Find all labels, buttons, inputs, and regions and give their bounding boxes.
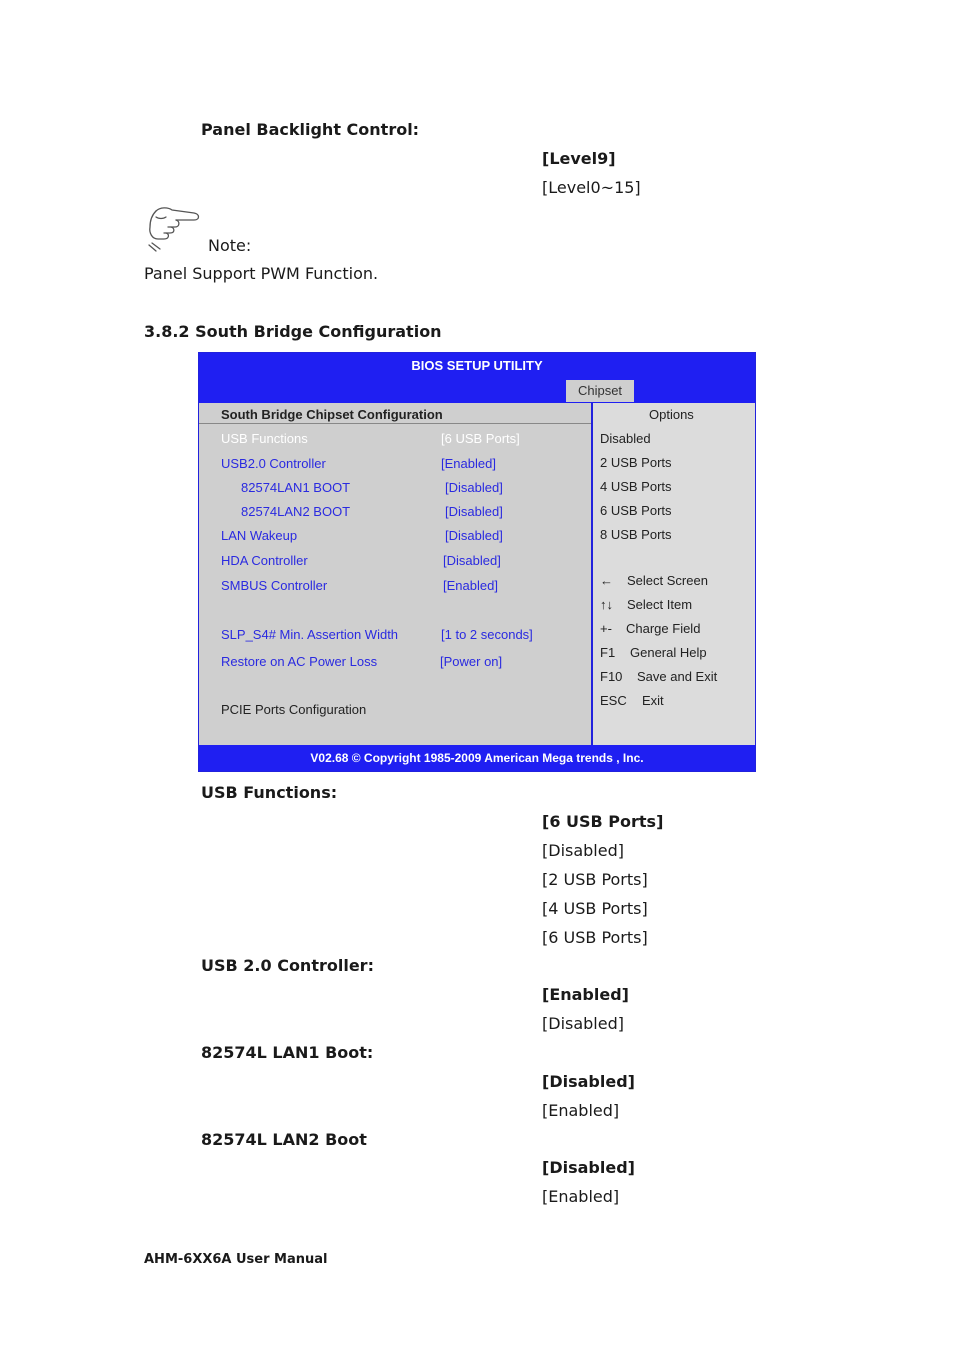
- lan2-boot-label: 82574L LAN2 Boot: [201, 1130, 367, 1149]
- bios-screenshot: [198, 352, 756, 772]
- usb-functions-default: [6 USB Ports]: [542, 812, 664, 831]
- bios-settings-panel: [199, 403, 591, 745]
- bios-key-desc: Save and Exit: [637, 669, 718, 684]
- bios-value-lan1-boot[interactable]: [Disabled]: [445, 480, 503, 495]
- usb-functions-label: USB Functions:: [201, 783, 338, 802]
- usb-functions-option: [Disabled]: [542, 841, 624, 860]
- usb-functions-option: [6 USB Ports]: [542, 928, 648, 947]
- bios-option[interactable]: 6 USB Ports: [600, 503, 672, 518]
- bios-item-usb-functions[interactable]: USB Functions: [221, 431, 308, 446]
- bios-key-desc: Exit: [642, 693, 664, 708]
- lan2-boot-option: [Enabled]: [542, 1187, 620, 1206]
- bios-key: ↑↓: [600, 597, 613, 612]
- bios-option[interactable]: 8 USB Ports: [600, 527, 672, 542]
- page-footer: AHM-6XX6A User Manual: [144, 1252, 328, 1267]
- panel-backlight-label: Panel Backlight Control:: [201, 120, 420, 139]
- bios-key: F1: [600, 645, 616, 660]
- bios-key: F10: [600, 669, 623, 684]
- usb2-controller-label: USB 2.0 Controller:: [201, 956, 374, 975]
- bios-value-smbus-controller[interactable]: [Enabled]: [443, 578, 498, 593]
- lan2-boot-default: [Disabled]: [542, 1158, 635, 1177]
- bios-item-slp-s4-width[interactable]: SLP_S4# Min. Assertion Width: [221, 627, 399, 642]
- tab-chipset[interactable]: Chipset: [566, 380, 634, 402]
- lan1-boot-label: 82574L LAN1 Boot:: [201, 1043, 374, 1062]
- panel-backlight-default: [Level9]: [542, 149, 616, 168]
- usb-functions-option: [4 USB Ports]: [542, 899, 648, 918]
- bios-title-bar: [199, 353, 755, 403]
- note-text: Panel Support PWM Function.: [144, 264, 379, 283]
- bios-item-hda-controller[interactable]: HDA Controller: [221, 553, 308, 568]
- bios-title: BIOS SETUP UTILITY: [411, 358, 543, 373]
- panel-backlight-range: [Level0~15]: [542, 178, 641, 197]
- bios-item-lan1-boot[interactable]: 82574LAN1 BOOT: [241, 480, 351, 495]
- bios-option[interactable]: 4 USB Ports: [600, 479, 672, 494]
- bios-item-restore-ac-power[interactable]: Restore on AC Power Loss: [221, 654, 378, 669]
- lan1-boot-option: [Enabled]: [542, 1101, 620, 1120]
- bios-header-divider: [199, 423, 591, 424]
- bios-value-hda-controller[interactable]: [Disabled]: [443, 553, 501, 568]
- usb-functions-option: [2 USB Ports]: [542, 870, 648, 889]
- bios-value-usb2-controller[interactable]: [Enabled]: [441, 456, 496, 471]
- note-label: Note:: [208, 236, 252, 255]
- bios-item-smbus-controller[interactable]: SMBUS Controller: [221, 578, 328, 593]
- bios-options-panel: [593, 403, 755, 745]
- bios-key: +-: [600, 621, 612, 636]
- bios-options-title: Options: [649, 407, 694, 422]
- bios-key-desc: Select Item: [627, 597, 693, 612]
- bios-item-lan-wakeup[interactable]: LAN Wakeup: [221, 528, 298, 543]
- bios-value-lan-wakeup[interactable]: [Disabled]: [445, 528, 503, 543]
- bios-item-pcie-ports[interactable]: PCIE Ports Configuration: [221, 702, 367, 717]
- bios-copyright-bar: V02.68 © Copyright 1985-2009 American Mega trends , Inc.: [199, 745, 755, 771]
- bios-value-usb-functions[interactable]: [6 USB Ports]: [441, 431, 520, 446]
- bios-item-lan2-boot[interactable]: 82574LAN2 BOOT: [241, 504, 351, 519]
- bios-option[interactable]: Disabled: [600, 431, 651, 446]
- usb2-controller-option: [Disabled]: [542, 1014, 624, 1033]
- bios-item-usb2-controller[interactable]: USB2.0 Controller: [221, 456, 326, 471]
- bios-option[interactable]: 2 USB Ports: [600, 455, 672, 470]
- bios-panel-header: South Bridge Chipset Configuration: [221, 407, 443, 422]
- bios-key-desc: Select Screen: [627, 573, 708, 588]
- pointing-hand-icon: [146, 203, 206, 253]
- lan1-boot-default: [Disabled]: [542, 1072, 635, 1091]
- bios-value-restore-ac-power[interactable]: [Power on]: [440, 654, 503, 669]
- section-title: 3.8.2 South Bridge Configuration: [144, 322, 442, 341]
- usb2-controller-default: [Enabled]: [542, 985, 629, 1004]
- bios-key-desc: General Help: [630, 645, 707, 660]
- bios-key: ESC: [600, 693, 627, 708]
- bios-value-lan2-boot[interactable]: [Disabled]: [445, 504, 503, 519]
- bios-key-desc: Charge Field: [626, 621, 701, 636]
- bios-value-slp-s4-width[interactable]: [1 to 2 seconds]: [441, 627, 533, 642]
- bios-key: ←: [600, 573, 613, 588]
